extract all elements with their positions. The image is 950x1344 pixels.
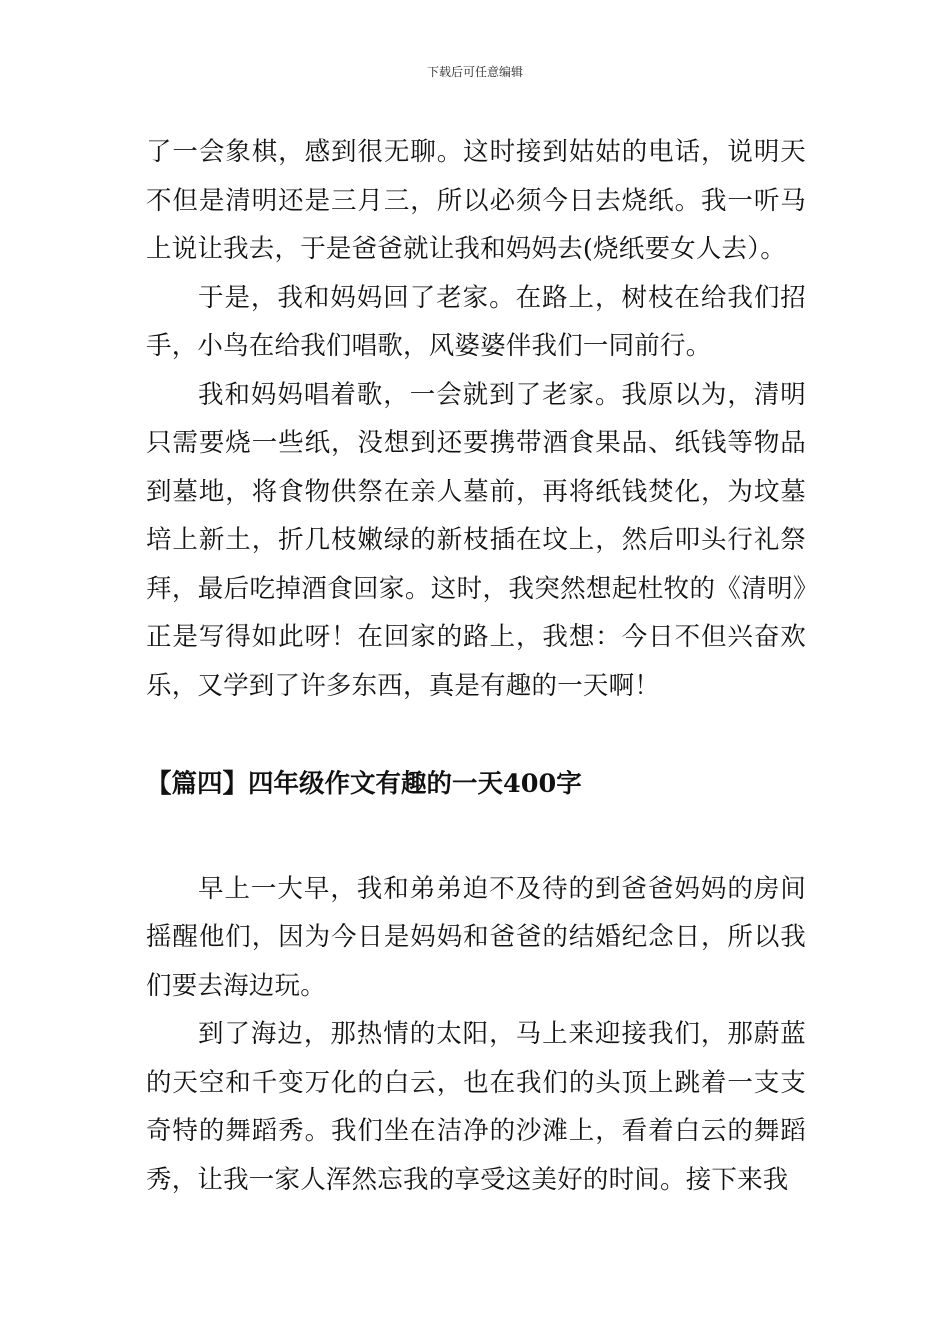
document-body: [146, 128, 806, 1204]
paragraph-3: 我和妈妈唱着歌，一会就到了老家。我原以为，清明只需要烧一些纸，没想到还要携带酒食果品、纸钱等物品到墓地，将食物供祭在亲人墓前，再将纸钱焚化，为坟墓培上新土，折几枝嫩绿的新枝插在坟上，然后叩头行礼祭拜，最后吃掉酒食回家。这时，我突然想起杜牧的《清明》正是写得如此呀！在回家的路上，我想：今日不但兴奋欢乐，又学到了许多东西，真是有趣的一天啊！: [146, 379, 806, 701]
paragraph-1: 了一会象棋，感到很无聊。这时接到姑姑的电话，说明天不但是清明还是三月三，所以必须今日去烧纸。我一听马上说让我去，于是爸爸就让我和妈妈去(烧纸要女人去）。: [146, 137, 806, 264]
page-header: 下载后可任意编辑: [426, 65, 523, 79]
section-title: 【篇四】四年级作文有趣的一天400字: [146, 769, 582, 799]
paragraph-5: 到了海边，那热情的太阳，马上来迎接我们，那蔚蓝的天空和千变万化的白云，也在我们的头顶上跳着一支支奇特的舞蹈秀。我们坐在洁净的沙滩上，看着白云的舞蹈秀，让我一家人浑然忘我的享受这美好的时间。接下来我: [146, 1019, 806, 1195]
paragraph-2: 于是，我和妈妈回了老家。在路上，树枝在给我们招手，小鸟在给我们唱歌，风婆婆伴我们一同前行。: [146, 282, 806, 361]
paragraph-4: 早上一大早，我和弟弟迫不及待的到爸爸妈妈的房间摇醒他们，因为今日是妈妈和爸爸的结婚纪念日，所以我们要去海边玩。: [146, 873, 806, 1001]
